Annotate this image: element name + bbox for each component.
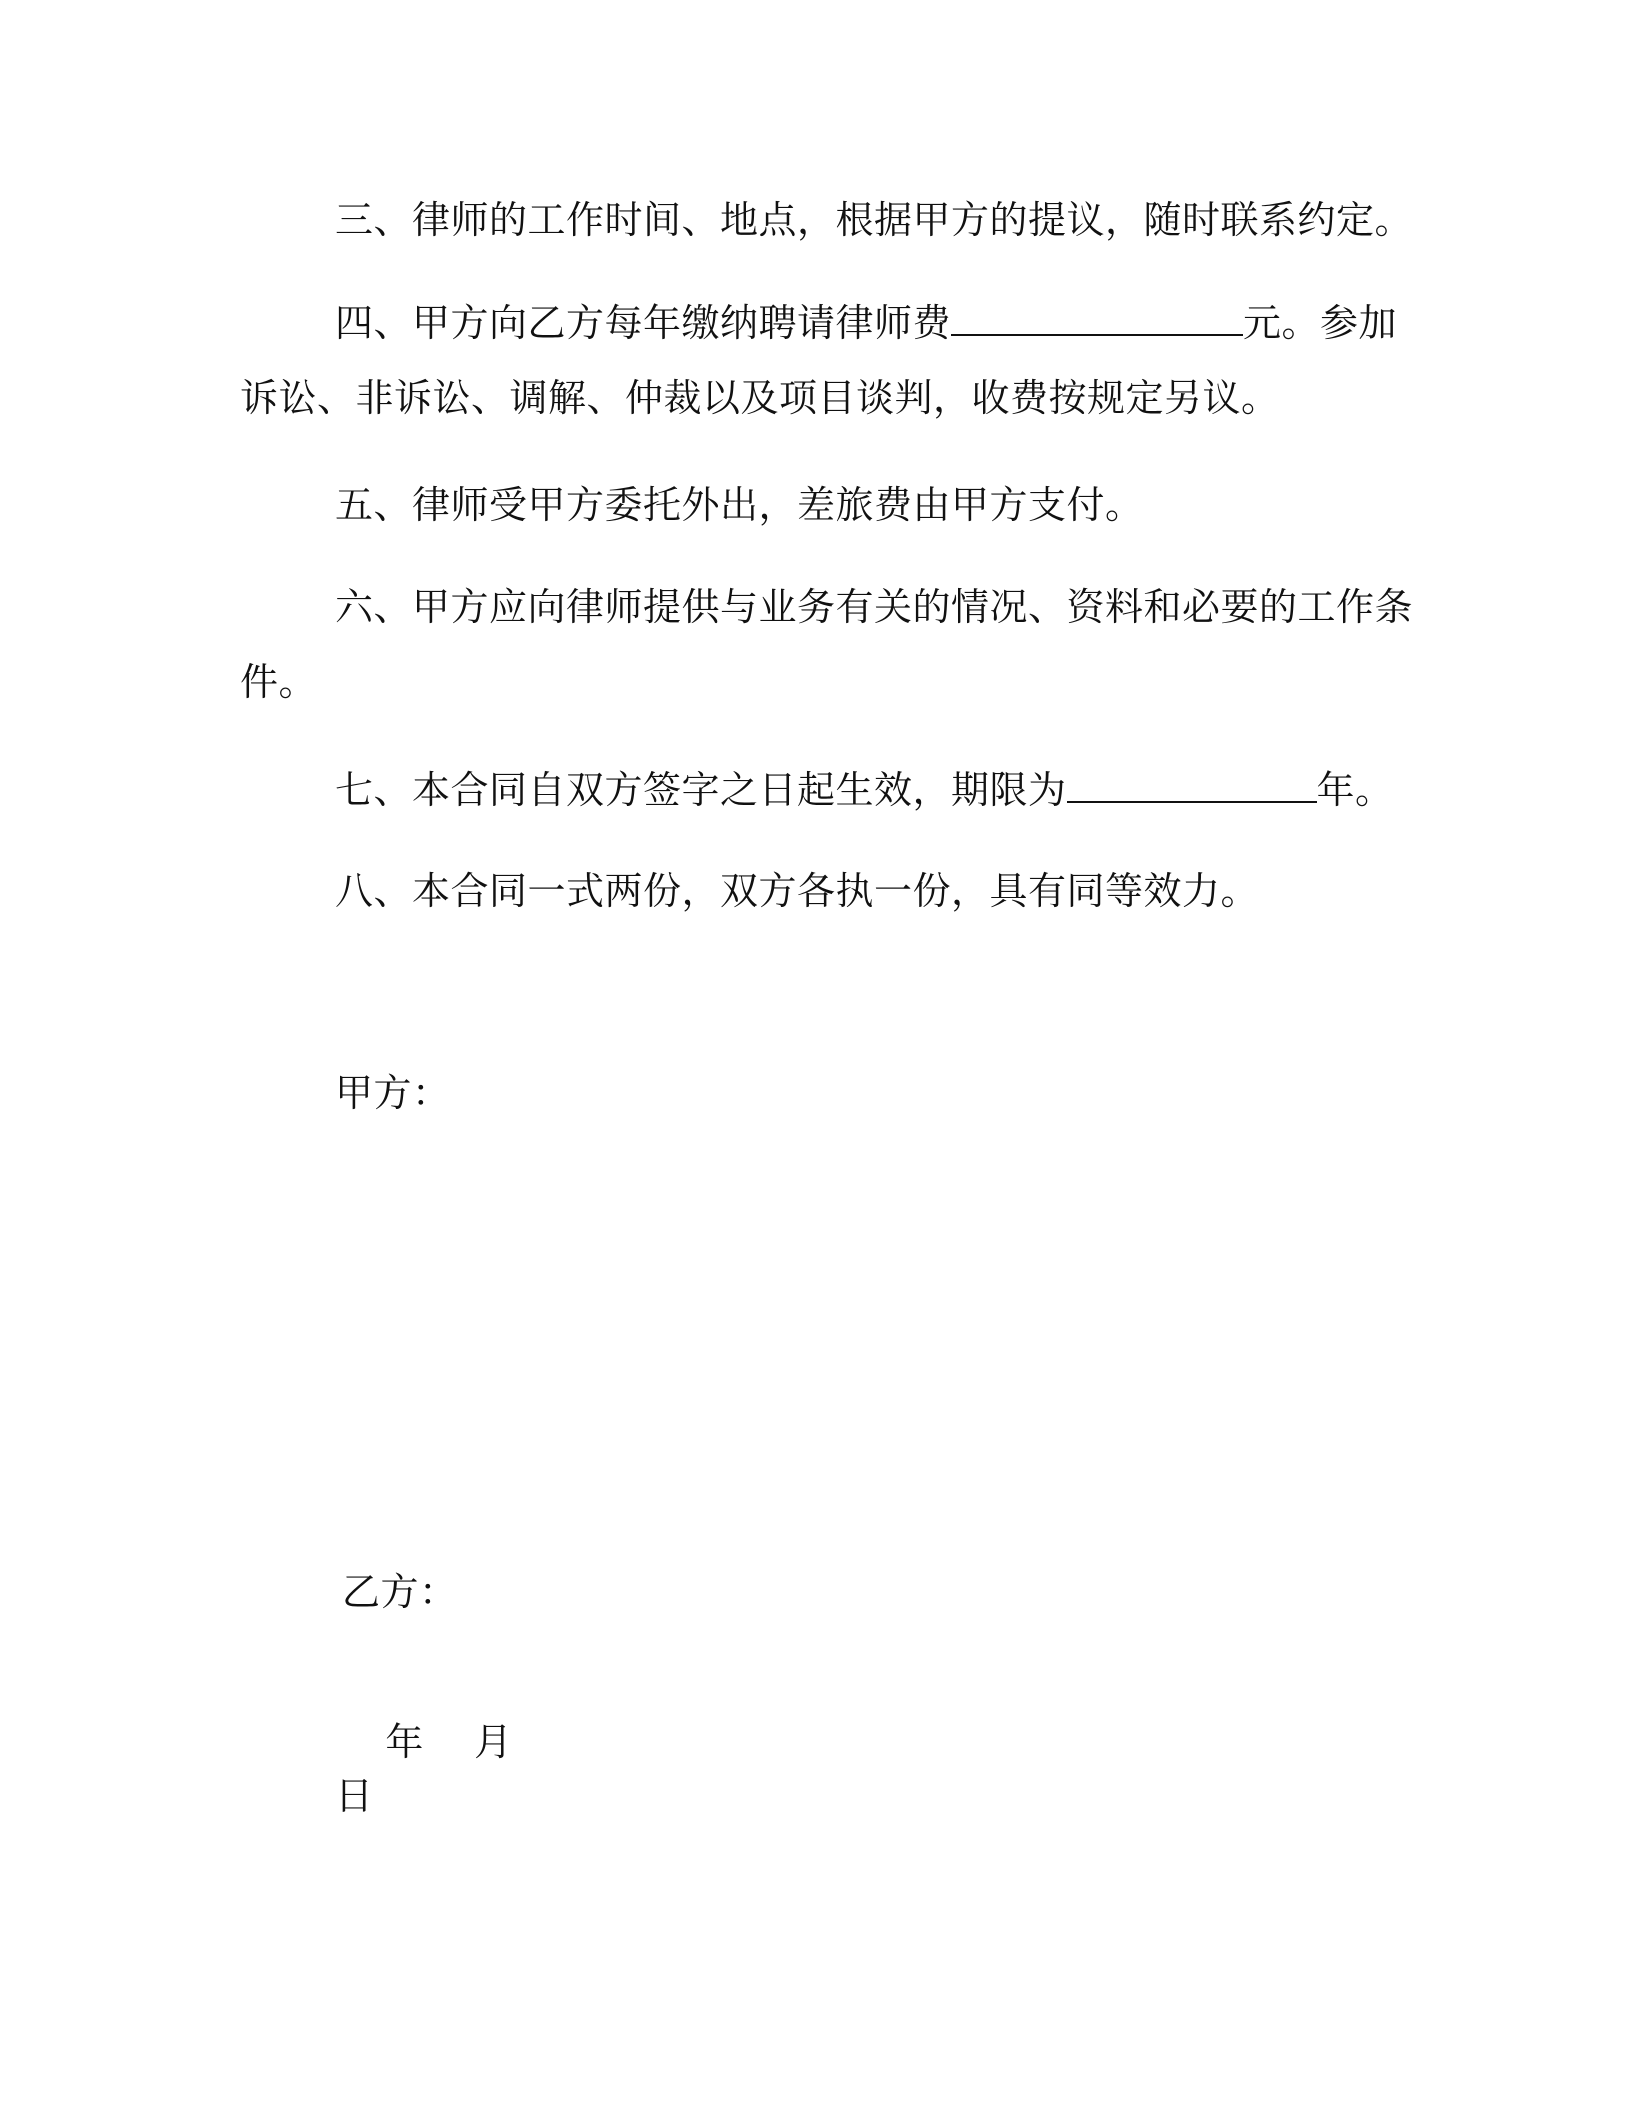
clause-6-text-continued: 件。 xyxy=(240,660,318,704)
party-b-label: 乙方： xyxy=(342,1570,458,1614)
year-month-label: 年 月 xyxy=(385,1720,513,1764)
clause-6-line-2 xyxy=(240,658,317,706)
clause-8 xyxy=(335,867,1259,915)
fee-blank-line xyxy=(951,298,1243,336)
party-a-signature xyxy=(335,1069,451,1117)
day-label: 日 xyxy=(335,1774,374,1818)
clause-4-text-pre: 四、甲方向乙方每年缴纳聘请律师费 xyxy=(335,301,952,345)
clause-4-line-2 xyxy=(240,374,1280,422)
clause-4-text-continued: 诉讼、非诉讼、调解、仲裁以及项目谈判，收费按规定另议。 xyxy=(240,376,1280,420)
clause-4-text-post: 元。参加 xyxy=(1243,301,1398,345)
party-b-signature xyxy=(342,1568,458,1616)
term-blank-line xyxy=(1067,765,1317,803)
clause-6-line-1 xyxy=(335,583,1413,631)
clause-6-text: 六、甲方应向律师提供与业务有关的情况、资料和必要的工作条 xyxy=(335,585,1414,629)
clause-8-text: 八、本合同一式两份，双方各执一份，具有同等效力。 xyxy=(335,869,1260,913)
clause-7-text-pre: 七、本合同自双方签字之日起生效，期限为 xyxy=(335,768,1067,812)
clause-3 xyxy=(335,196,1413,244)
clause-7 xyxy=(335,765,1394,814)
clause-7-text-post: 年。 xyxy=(1316,768,1394,812)
party-a-label: 甲方： xyxy=(335,1071,451,1115)
clause-4-line-1 xyxy=(335,298,1397,347)
clause-5 xyxy=(335,481,1144,529)
clause-3-text: 三、律师的工作时间、地点，根据甲方的提议，随时联系约定。 xyxy=(335,198,1414,242)
clause-5-text: 五、律师受甲方委托外出，差旅费由甲方支付。 xyxy=(335,483,1144,527)
date-day xyxy=(335,1772,374,1820)
